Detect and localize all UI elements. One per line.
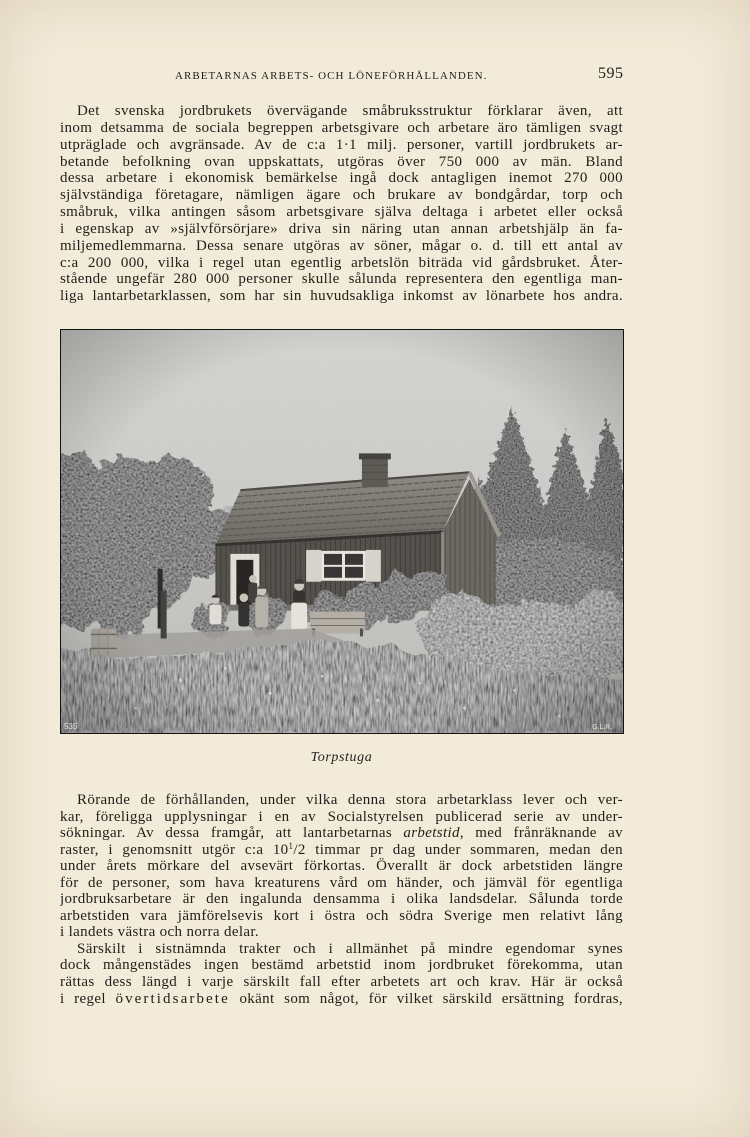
line-text: , med frånräknande av [459,825,623,842]
paragraph-line [60,825,623,842]
line-text: raster, i genomsnitt utgör c:a 10 [60,841,289,858]
paragraph-line: utpräglade och avgränsade. Av de c:a 1·1 milj. personer, vartill jordbrukets ar- [60,136,623,153]
photo-vignette [61,330,623,733]
paragraph-line: rättas dess längd i varje särskilt fall efter arbetets art och krav. Här är också [60,974,623,991]
paragraph-line: betande befolkning ovan uppskattats, utgöras över 750 000 av män. Bland [60,153,623,170]
line-text: okänt som något, för vilket särskild ersättning fordras, [229,990,623,1007]
spaced-term: övertidsarbete [115,990,230,1007]
page-number: 595 [598,65,624,82]
paragraph-line: för de personer, som hava kreaturens vård om händer, och jämväl för egentliga [60,874,623,891]
paragraph-line: c:a 200 000, vilka i regel utan egentlig arbetslön biträda vid gårdsbruket. Åter- [60,254,623,271]
line-text: sökningar. Av dessa framgår, att lantarbetarnas [60,825,404,842]
paragraph [60,103,623,305]
paragraph-line: småbruk, vilka antingen såsom arbetsgivare själva deltaga i arbetet eller också [60,204,623,221]
paragraph-line: i egenskap av »självförsörjare» driva sin näring utan annan arbetshjälp än fa- [60,220,623,237]
paragraph-line: Särskilt i sistnämnda trakter och i allmänhet på mindre egendomar synes [77,940,623,957]
paragraph-line [60,991,623,1008]
paragraph-line: stående ungefär 280 000 personer skulle sålunda representera den egentliga man- [60,271,623,288]
paragraph-line: Rörande de förhållanden, under vilka denna stora arbetarklass lever och ver- [77,792,623,808]
emphasized-term: arbetstid [403,825,460,842]
figure-caption: Torpstuga [310,750,373,765]
line-text: /2 timmar pr dag under sommaren, medan den [293,841,623,858]
paragraph-line: jordbruksarbetare är den ingalunda densamma i olika landsdelar. Sålunda torde [60,891,623,908]
paragraph-line: inom detsamma de sociala begreppen arbetsgivare och arbetare äro tämligen svagt [60,119,623,136]
paragraph-line: arbetstiden vara jämförelsevis kort i östra och södra Sverige men relativt lång [60,907,623,924]
paragraph-line: dock mångenstädes ingen bestämd arbetstid inom jordbruket förekomma, utan [60,957,623,974]
photographer-mark: G.L.R. [592,724,613,732]
paragraph-line: kar, föreligga upplysningar i en av Socialstyrelsen publicerad serie av under- [60,808,623,825]
paragraph-line: liga lantarbetarklassen, som har sin huvudsakliga inkomst av lönarbete hos andra. [60,288,623,305]
running-header: ARBETARNAS ARBETS- OCH LÖNEFÖRHÅLLANDEN. [175,70,488,82]
fraction-numerator: 1 [288,841,294,851]
paragraph-line: under årets mörkare del avsevärt förkortas. Överallt är dock arbetstiden längre [60,858,623,875]
paragraph-line [60,842,623,859]
paragraph-line: Det svenska jordbrukets övervägande småbruksstruktur förklarar även, att [77,103,623,119]
paragraph-line: miljemedlemmarna. Dessa senare utgöras av söner, mågar o. d. till ett antal av [60,237,623,254]
paragraph [60,792,623,1007]
paragraph-line: självständiga företagare, nämligen ägare och brukare av bondgårdar, torp och [60,187,623,204]
plate-number: 535 [63,722,78,732]
line-text: i regel [60,990,116,1007]
photograph-image [61,330,623,733]
photograph-cottage [60,329,624,734]
paragraph-line: i landets västra och norra delar. [60,924,259,941]
paragraph-line: dessa arbetare i ekonomisk bemärkelse ingå dock antagligen inemot 270 000 [60,170,623,187]
